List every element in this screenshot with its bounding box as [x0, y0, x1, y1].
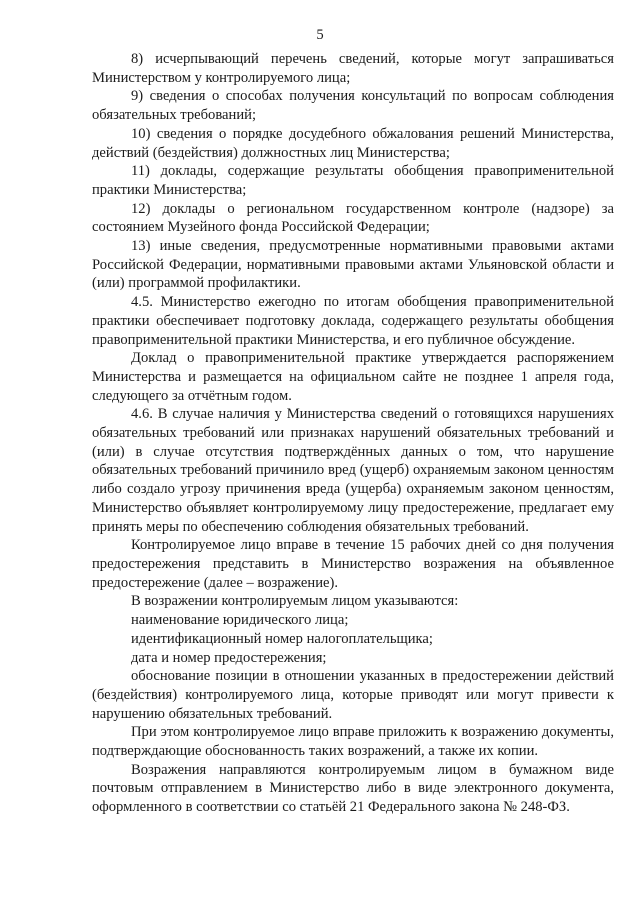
paragraph-section-4-6: 4.6. В случае наличия у Министерства сведений о готовящихся нарушениях обязательных требований или признаках нарушений обязательных требований и (или) в случае отсутствия подтверждённых данных о том, что нарушение обязательных требований причинило вред (ущерб) охраняемым законом ценностям либо создало угрозу причинения вреда (ущерба) охраняемым законом ценностям, Министерство объявляет контролируемому лицу предостережение, предлагает ему принять меры по обеспечению соблюдения обязательных требований. [92, 406, 614, 535]
paragraph-section-4-5: 4.5. Министерство ежегодно по итогам обобщения правоприменительной практики обеспечивает подготовку доклада, содержащего результаты обобщения правоприменительной практики Министерства, и его публичное обсуждение. [92, 294, 614, 348]
paragraph-objection-right: Контролируемое лицо вправе в течение 15 рабочих дней со дня получения предостережения представить в Министерство возражения на объявленное предостережение (далее – возражение). [92, 537, 614, 591]
paragraph-objection-legal-name: наименование юридического лица; [131, 612, 349, 629]
paragraph-item-8: 8) исчерпывающий перечень сведений, которые могут запрашиваться Министерством у контролируемого лица; [92, 51, 614, 86]
paragraph-objection-warning-date: дата и номер предостережения; [131, 649, 327, 666]
paragraph-objection-submission: Возражения направляются контролируемым лицом в бумажном виде почтовым отправлением в Министерство либо в виде электронного документа, оформленного в соответствии со статьёй 21 Федерального закона № 248-ФЗ. [92, 761, 614, 816]
paragraph-objection-justification: обоснование позиции в отношении указанных в предостережении действий (бездействия) контролируемого лица, которые приводят или могут привести к нарушению обязательных требований. [92, 668, 614, 722]
paragraph-report-approval: Доклад о правоприменительной практике утверждается распоряжением Министерства и размещается на официальном сайте не позднее 1 апреля года, следующего за отчётным годом. [92, 350, 614, 404]
paragraph-item-12: 12) доклады о региональном государственном контроле (надзоре) за состоянием Музейного фонда Российской Федерации; [92, 200, 614, 236]
paragraph-item-9: 9) сведения о способах получения консультаций по вопросам соблюдения обязательных требований; [92, 88, 614, 124]
paragraph-item-11: 11) доклады, содержащие результаты обобщения правоприменительной практики Министерства; [92, 163, 614, 198]
paragraph-objection-inn: идентификационный номер налогоплательщика; [131, 630, 433, 647]
paragraph-item-10: 10) сведения о порядке досудебного обжалования решений Министерства, действий (бездействия) должностных лиц Министерства; [92, 125, 614, 161]
document-body [92, 50, 614, 817]
paragraph-item-13: 13) иные сведения, предусмотренные нормативными правовыми актами Российской Федерации, нормативными правовыми актами Ульяновской области и (или) программой профилактики. [92, 238, 614, 292]
paragraph-objection-attachments: При этом контролируемое лицо вправе приложить к возражению документы, подтверждающие обоснованность таких возражений, а также их копии. [92, 724, 614, 760]
page-number: 5 [316, 27, 324, 43]
paragraph-objection-contents-intro: В возражении контролируемым лицом указываются: [131, 593, 459, 610]
